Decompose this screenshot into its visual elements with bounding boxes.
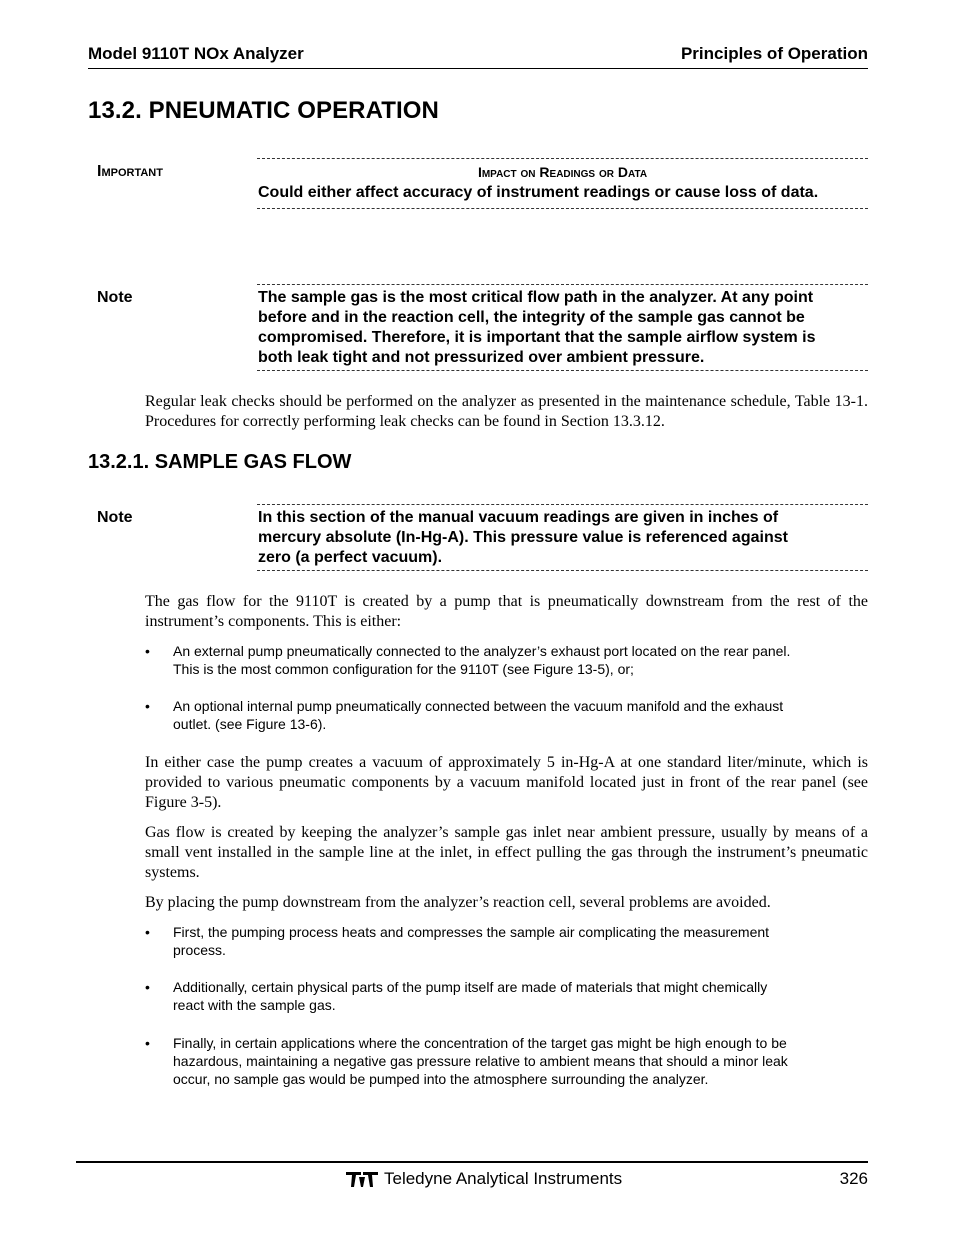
list-item-line: This is the most common configuration for the 9110T (see Figure 13-5), or;	[173, 661, 634, 677]
list-item-line: process.	[173, 942, 226, 958]
note1-bottom-rule	[257, 370, 868, 371]
note2-text	[258, 508, 868, 568]
footer-rule	[76, 1161, 868, 1163]
bullet-icon: •	[145, 643, 150, 659]
list-item-line: First, the pumping process heats and compresses the sample air complicating the measurement	[173, 924, 770, 940]
note1-label: Note	[97, 289, 133, 306]
bullet-icon: •	[145, 979, 150, 995]
paragraph-either-case: In either case the pump creates a vacuum of approximately 5 in-Hg-A at one standard liter/minute, which is provided to various pneumatic components by a vacuum manifold located just in front of the rear panel (see Figure 3-5).	[145, 754, 868, 811]
note2-line: zero (a perfect vacuum).	[258, 549, 443, 566]
list-item-line: Additionally, certain physical parts of the pump itself are made of materials that might chemically	[173, 979, 768, 995]
list-item-line: react with the sample gas.	[173, 997, 336, 1013]
list-item-line: outlet. (see Figure 13-6).	[173, 716, 327, 732]
footer-company: Teledyne Analytical Instruments	[384, 1169, 623, 1188]
note1-line: The sample gas is the most critical flow path in the analyzer. At any point	[258, 289, 814, 306]
paragraph-gas-flow: The gas flow for the 9110T is created by a pump that is pneumatically downstream from the rest of the instrument’s components. This is either:	[145, 593, 868, 630]
bullet-icon: •	[145, 924, 150, 940]
note2-bottom-rule	[257, 570, 868, 571]
list-item-line: hazardous, maintaining a negative gas pressure relative to ambient means that should a minor leak	[173, 1053, 788, 1069]
important-bottom-rule	[257, 208, 868, 209]
note1-text	[258, 288, 868, 368]
note1-top-rule	[257, 284, 868, 285]
running-header	[88, 44, 868, 69]
section-heading: 13.2. PNEUMATIC OPERATION	[88, 97, 439, 124]
subsection-heading: 13.2.1. SAMPLE GAS FLOW	[88, 451, 352, 473]
important-top-rule	[257, 158, 868, 159]
important-title: Impact on Readings or Data	[477, 164, 648, 180]
note1-line: before and in the reaction cell, the integrity of the sample gas cannot be	[258, 309, 805, 326]
header-model: Model 9110T NOx Analyzer	[88, 44, 304, 63]
list-item-line: Finally, in certain applications where the concentration of the target gas might be high enough to be	[173, 1035, 787, 1051]
list-item-line: An external pump pneumatically connected to the analyzer’s exhaust port located on the rear panel.	[173, 643, 791, 659]
list-item-line: occur, no sample gas would be pumped into the atmosphere surrounding the analyzer.	[173, 1071, 709, 1087]
bullet-icon: •	[145, 1035, 150, 1051]
paragraph-vent: Gas flow is created by keeping the analyzer’s sample gas inlet near ambient pressure, usually by means of a small vent installed in the sample line at the inlet, in effect pulling the gas through the instrument’s pneumatic systems.	[145, 824, 868, 881]
paragraph-leak-checks: Regular leak checks should be performed on the analyzer as presented in the maintenance schedule, Table 13-1. Procedures for correctly performing leak checks can be found in Section 13.3.12.	[145, 393, 868, 430]
note2-line: In this section of the manual vacuum readings are given in inches of	[258, 509, 779, 526]
note2-line: mercury absolute (In-Hg-A). This pressure value is referenced against	[258, 529, 788, 546]
note1-line: compromised. Therefore, it is important that the sample airflow system is	[258, 329, 816, 346]
note2-label: Note	[97, 509, 133, 526]
important-text: Could either affect accuracy of instrument readings or cause loss of data.	[258, 184, 819, 201]
bullet-icon: •	[145, 698, 150, 714]
page-number: 326	[839, 1169, 868, 1188]
paragraph-pump-placement: By placing the pump downstream from the analyzer’s reaction cell, several problems are avoided.	[145, 894, 771, 911]
header-chapter: Principles of Operation	[680, 44, 868, 63]
note2-top-rule	[257, 504, 868, 505]
important-label: Important	[97, 163, 163, 180]
note1-line: both leak tight and not pressurized over ambient pressure.	[258, 349, 705, 366]
list-item-line: An optional internal pump pneumatically connected between the vacuum manifold and the exhaust	[173, 698, 784, 714]
teledyne-logo-icon	[345, 1169, 379, 1189]
